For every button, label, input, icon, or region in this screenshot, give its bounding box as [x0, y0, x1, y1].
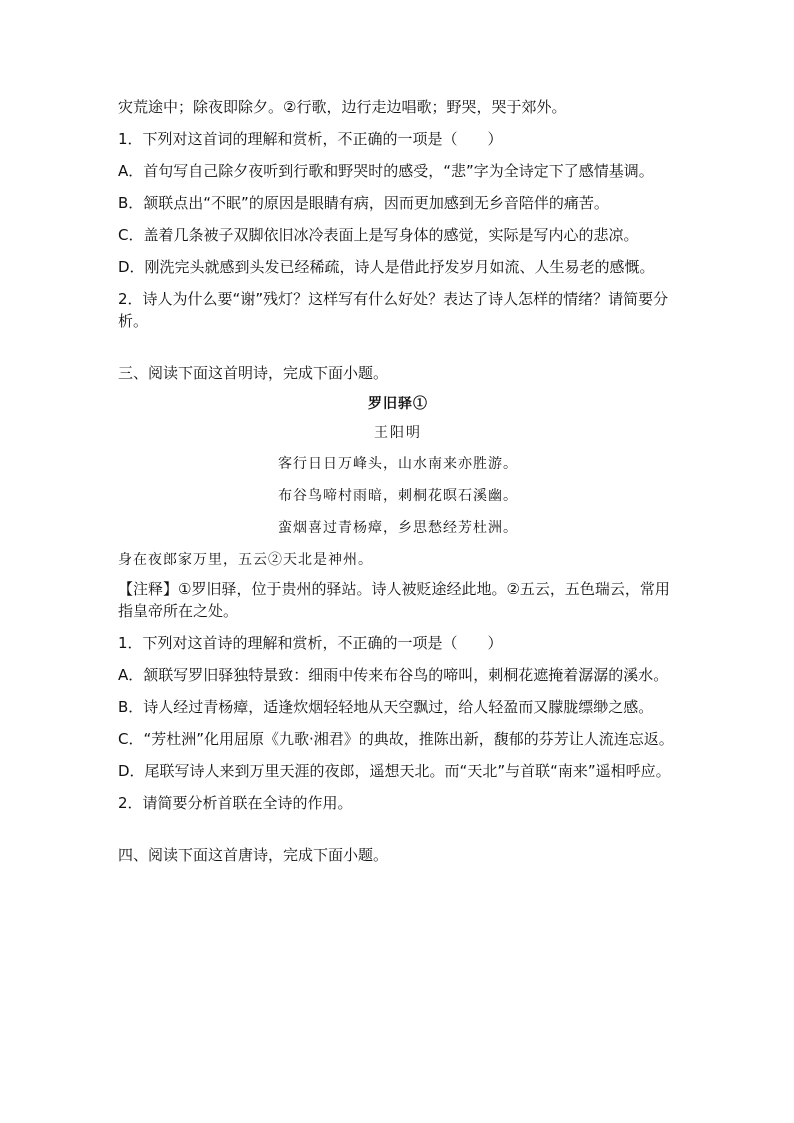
option-b: B．诗人经过青杨瘴，适逢炊烟轻轻地从天空飘过，给人轻盈而又朦胧缥缈之感。	[118, 698, 654, 716]
question-2: 2．诗人为什么要“谢”残灯？这样写有什么好处？表达了诗人怎样的情绪？请简要分析。	[118, 290, 669, 330]
option-c: C．盖着几条被子双脚依旧冰冷表面上是写身体的感觉，实际是写内心的悲凉。	[118, 226, 639, 244]
section-gap	[118, 342, 678, 362]
poem-last-line: 身在夜郎家万里，五云②天北是神州。	[118, 552, 373, 568]
poem-line: 蛮烟喜过青杨瘴，乡思愁经芳杜洲。	[278, 520, 518, 536]
annotation: 【注释】①罗旧驿，位于贵州的驿站。诗人被贬途经此地。②五云，五色瑞云，常用指皇帝所在之处。	[118, 580, 670, 620]
section-heading: 三、阅读下面这首明诗，完成下面小题。	[118, 364, 389, 382]
option-b: B．颔联点出“不眠”的原因是眼睛有病，因而更加感到无乡音陪伴的痛苦。	[118, 194, 609, 212]
option-a: A．颔联写罗旧驿独特景致：细雨中传来布谷鸟的啼叫，刺桐花遮掩着潺潺的溪水。	[118, 666, 669, 684]
poem-line: 布谷鸟啼村雨暗，刺桐花暝石溪幽。	[278, 488, 518, 504]
option-d: D．刚洗完头就感到头发已经稀疏，诗人是借此抒发岁月如流、人生易老的感慨。	[118, 258, 655, 276]
section-gap	[118, 824, 678, 844]
footnote-continuation: 灾荒途中；除夜即除夕。②行歌，边行走边唱歌；野哭，哭于郊外。	[118, 98, 567, 116]
question-1: 1．下列对这首词的理解和赏析，不正确的一项是（ ）	[118, 130, 503, 148]
question-2: 2．请简要分析首联在全诗的作用。	[118, 794, 353, 812]
document-page	[118, 96, 678, 876]
option-d: D．尾联写诗人来到万里天涯的夜郎，遥想天北。而“天北”与首联“南来”遥相呼应。	[118, 762, 671, 780]
poem-line: 客行日日万峰头，山水南来亦胜游。	[278, 456, 518, 472]
poem-block	[118, 394, 678, 570]
poem-title: 罗旧驿①	[368, 396, 428, 412]
section-heading: 四、阅读下面这首唐诗，完成下面小题。	[118, 846, 389, 864]
question-1: 1．下列对这首诗的理解和赏析，不正确的一项是（ ）	[118, 634, 503, 652]
option-a: A．首句写自己除夕夜听到行歌和野哭时的感受，“悲”字为全诗定下了感情基调。	[118, 162, 654, 180]
option-c: C．“芳杜洲”化用屈原《九歌·湘君》的典故，推陈出新，馥郁的芬芳让人流连忘返。	[118, 730, 674, 748]
poem-author: 王阳明	[374, 425, 422, 441]
